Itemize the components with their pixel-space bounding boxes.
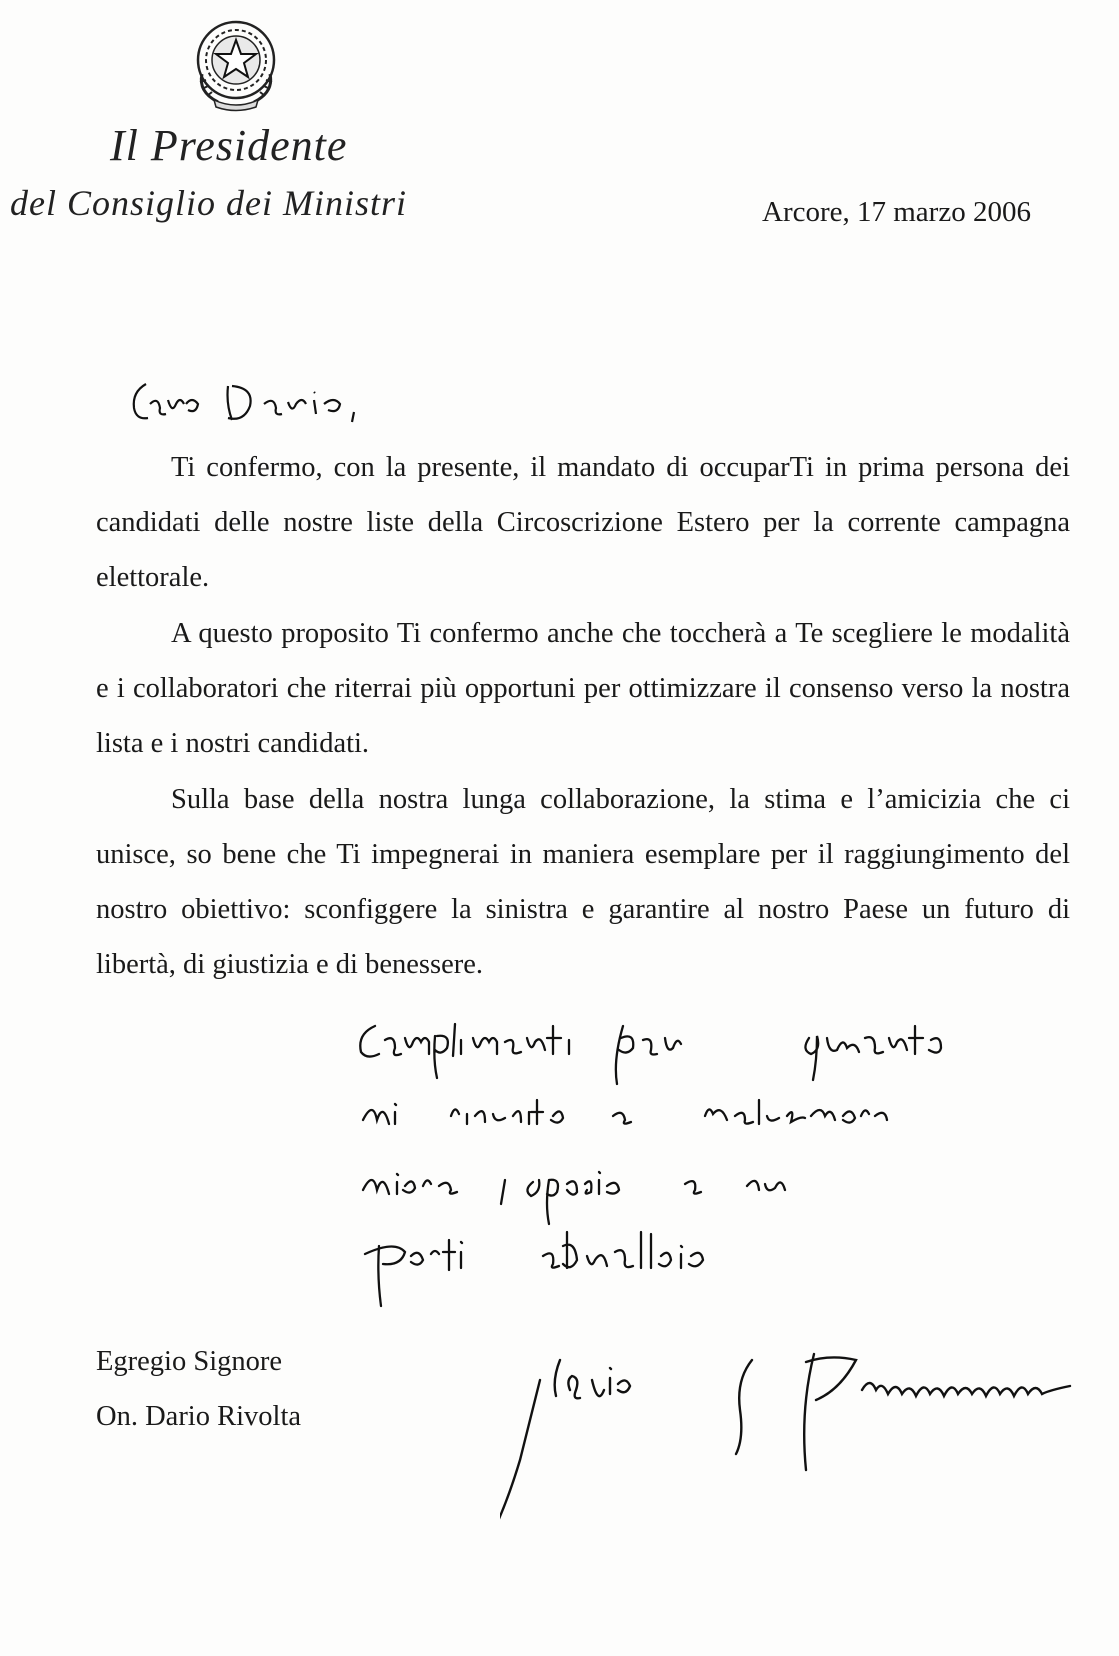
- letter-body: [96, 440, 1070, 993]
- recipient-salutation: Egregio Signore: [96, 1346, 283, 1377]
- body-paragraph: A questo proposito Ti confermo anche che toccherà a Te scegliere le modalità e i collaboratori che riterrai più opportuni per ottimizzare il consenso verso la nostra lista e i nostri candidati.: [96, 618, 1070, 759]
- salutation-scribble: [128, 374, 428, 434]
- body-paragraph: Sulla base della nostra lunga collaborazione, la stima e l’amicizia che ci unisce, so bene che Ti impegnerai in maniera esemplare per il raggiungimento del nostro obiettivo: sconfiggere la sinistra e garantire al nostro Paese un futuro di libertà, di giustizia e di benessere.: [96, 784, 1070, 980]
- signature: [500, 1350, 1119, 1530]
- body-paragraph: Ti confermo, con la presente, il mandato di occuparTi in prima persona dei candidati delle nostre liste della Circoscrizione Estero per la corrente campagna elettorale.: [96, 452, 1070, 593]
- letterhead-subtitle: del Consiglio dei Ministri: [10, 183, 408, 223]
- handwritten-salutation: [128, 374, 428, 434]
- postscript-scribble: [355, 1020, 1075, 1320]
- signature-scribble: [500, 1350, 1119, 1530]
- handwritten-postscript: [355, 1020, 1075, 1320]
- letterhead-title: Il Presidente: [110, 121, 348, 170]
- italian-republic-emblem-icon: [188, 14, 284, 114]
- recipient-name: On. Dario Rivolta: [96, 1401, 302, 1432]
- letter-date: Arcore, 17 marzo 2006: [762, 196, 1031, 228]
- recipient-address: [96, 1334, 301, 1444]
